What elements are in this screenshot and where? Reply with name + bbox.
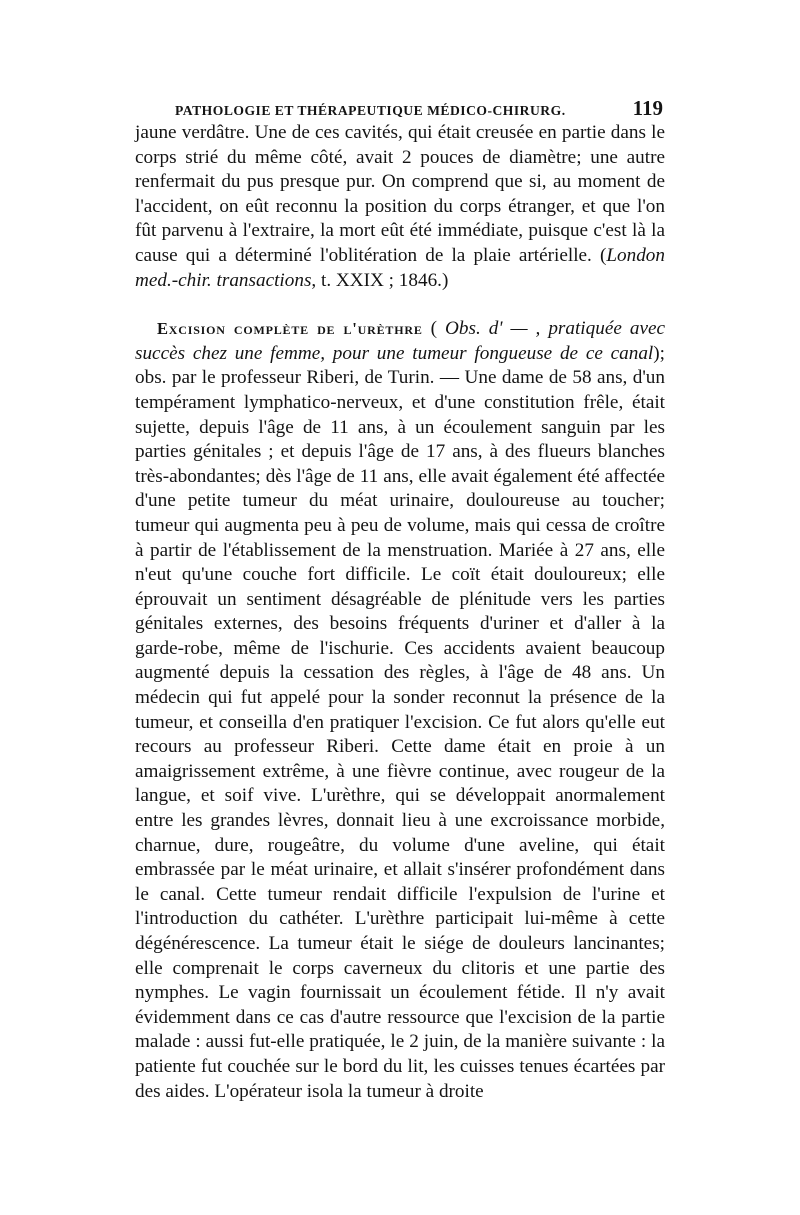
running-title: PATHOLOGIE ET THÉRAPEUTIQUE MÉDICO-CHIRURG. (175, 103, 566, 118)
paragraph-excision (135, 317, 665, 1104)
paragraph-continuation (135, 121, 665, 293)
page-header (175, 96, 663, 122)
close-paren: ); (653, 342, 665, 364)
source-citation-end: , t. XXIX ; 1846.) (311, 269, 449, 291)
section-title: Excision complète de l'urèthre (157, 319, 423, 339)
source-citation: London med.-chir. transactions (135, 244, 665, 291)
observation-subtitle: Obs. d' — , pratiquée avec succès chez une femme, pour une tumeur fongueuse de ce canal (135, 318, 666, 364)
paragraph-2-text: obs. par le professeur Riberi, de Turin. — Une dame de 58 ans, d'un tempérament lymphatico-nerveux, et d'une constitution frêle, était sujette, depuis l'âge de 11 ans, à un écoulement sanguin par les parties génitales ; et depuis l'âge de 17 ans, à des flueurs blanches très-abondantes; dès l'âge de 11 ans, elle avait également été affectée d'une petite tumeur du méat urinaire, douloureuse au toucher; tumeur qui augmenta peu à peu de volume, mais qui cessa de croître à partir de l'établissement de la menstruation. Mariée à 27 ans, elle n'eut qu'une couche fort difficile. Le coït était douloureux; elle éprouvait un sentiment désagréable de plénitude vers les parties génitales externes, des besoins fréquents d'uriner et d'aller à la garde-robe, même de l'ischurie. Ces accidents avaient beaucoup augmenté depuis la cessation des règles, à l'âge de 48 ans. Un médecin qui fut appelé pour la sonder reconnut la présence de la tumeur, et conseilla d'en pratiquer l'excision. Ce fut alors qu'elle eut recours au professeur Riberi. Cette dame était en proie à un amaigrissement extrême, à une fièvre continue, avec rougeur de la langue, et soif vive. L'urèthre, qui se développait anormalement entre les grandes lèvres, donnait lieu à une excroissance morbide, charnue, dure, rougeâtre, du volume d'une aveline, qui était embrassée par le méat urinaire, et allait s'insérer profondément dans le canal. Cette tumeur rendait difficile l'expulsion de l'urine et l'introduction du cathéter. L'urèthre participait lui-même à cette dégénérescence. La tumeur était le siége de douleurs lancinantes; elle comprenait le corps caverneux du clitoris et une partie des nymphes. Le vagin fournissait un écoulement fétide. Il n'y avait évidemment dans ce cas d'autre ressource que l'excision de la partie malade : aussi fut-elle pratiquée, le 2 juin, de la manière suivante : la patiente fut couchée sur le bord du lit, les cuisses tenues écartées par des aides. L'opérateur isola la tumeur à droite (135, 367, 665, 1102)
open-paren: ( (422, 318, 446, 340)
page-number: 119 (632, 96, 663, 120)
paragraph-1-text: jaune verdâtre. Une de ces cavités, qui était creusée en partie dans le corps strié du même côté, avait 2 pouces de diamètre; une autre renfermait du pus presque pur. On comprend que si, au moment de l'accident, on eût reconnu la position du corps étranger, et que l'on fût parvenu à l'extraire, la mort eût été immédiate, puisque c'est là la cause qui a déterminé l'oblitération de la plaie artérielle. ( (135, 122, 665, 266)
body-text (135, 121, 665, 1104)
